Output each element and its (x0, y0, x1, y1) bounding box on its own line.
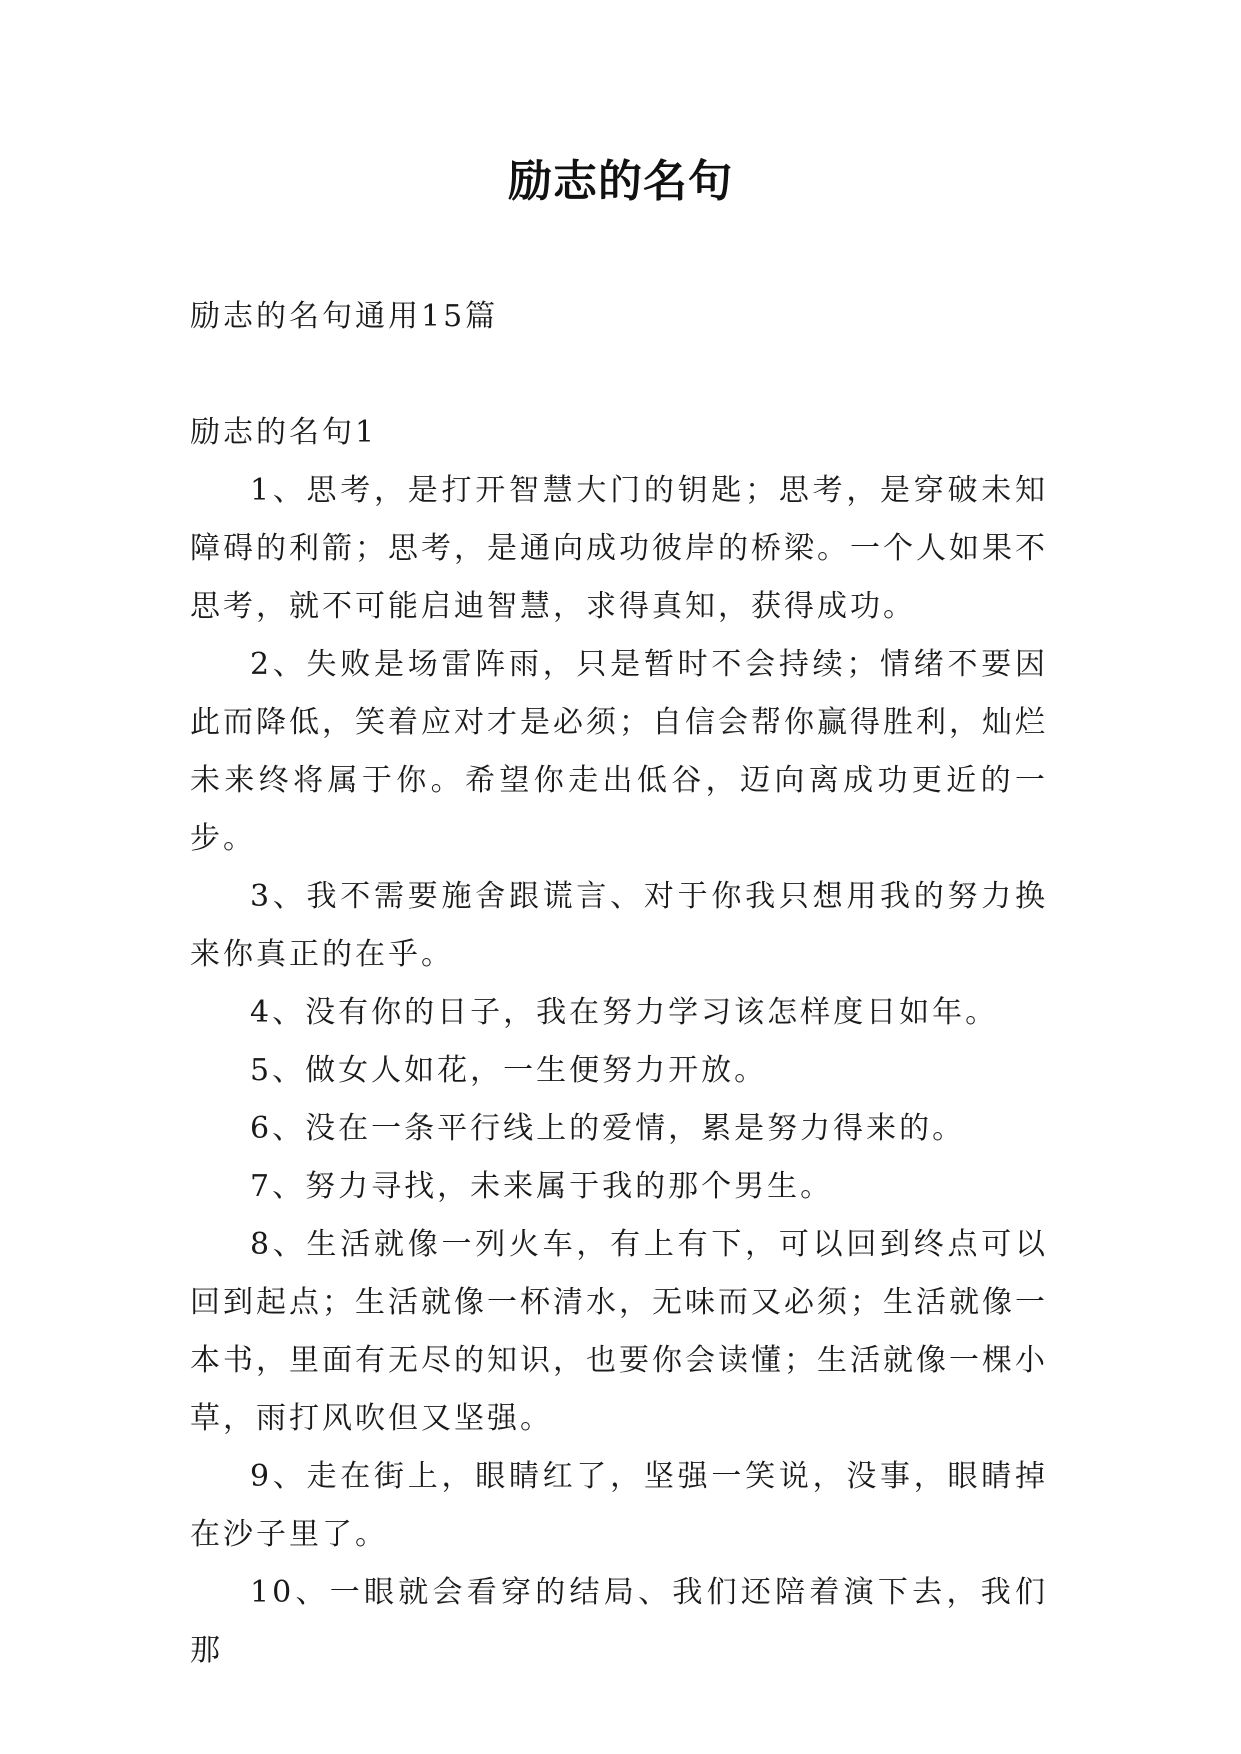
document-title: 励志的名句 (508, 156, 733, 207)
quote-paragraph-8: 8、生活就像一列火车，有上有下，可以回到终点可以回到起点；生活就像一杯清水，无味而又必须；生活就像一本书，里面有无尽的知识，也要你会读懂；生活就像一棵小草，雨打风吹但又坚强。 (190, 1227, 1048, 1436)
quote-paragraph-4: 4、没有你的日子，我在努力学习该怎样度日如年。 (250, 995, 999, 1030)
quote-paragraph-7: 7、努力寻找，未来属于我的那个男生。 (250, 1169, 834, 1204)
quote-paragraph-2: 2、失败是场雷阵雨，只是暂时不会持续；情绪不要因此而降低，笑着应对才是必须；自信会帮你赢得胜利，灿烂未来终将属于你。希望你走出低谷，迈向离成功更近的一步。 (190, 647, 1048, 856)
document-subtitle: 励志的名句通用15篇 (190, 299, 499, 334)
document-body (190, 288, 1048, 1680)
quote-paragraph-9: 9、走在街上，眼睛红了，坚强一笑说，没事，眼睛掉在沙子里了。 (190, 1459, 1048, 1552)
quote-paragraph-10: 10、一眼就会看穿的结局、我们还陪着演下去，我们那 (190, 1575, 1048, 1668)
section-heading: 励志的名句1 (190, 415, 378, 450)
quote-paragraph-5: 5、做女人如花，一生便努力开放。 (250, 1053, 768, 1088)
quote-paragraph-3: 3、我不需要施舍跟谎言、对于你我只想用我的努力换来你真正的在乎。 (190, 879, 1048, 972)
quote-paragraph-1: 1、思考，是打开智慧大门的钥匙；思考，是穿破未知障碍的利箭；思考，是通向成功彼岸的桥梁。一个人如果不思考，就不可能启迪智慧，求得真知，获得成功。 (190, 473, 1048, 624)
quote-paragraph-6: 6、没在一条平行线上的爱情，累是努力得来的。 (250, 1111, 966, 1146)
